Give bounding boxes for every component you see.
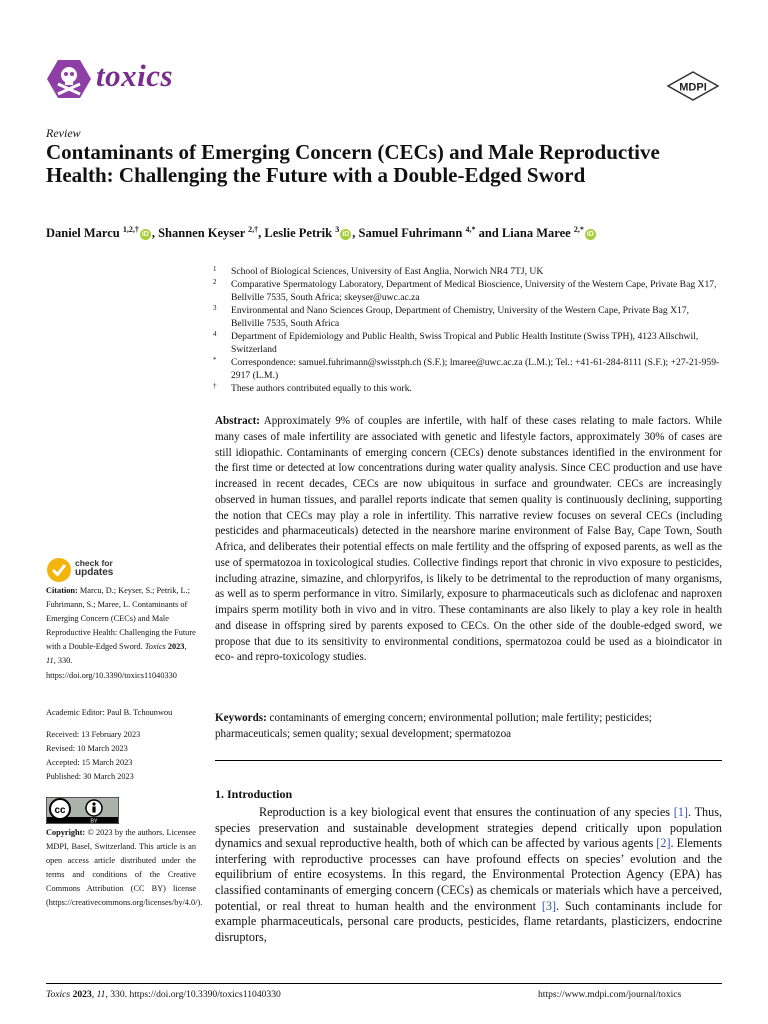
affiliation-text: School of Biological Sciences, University of East Anglia, Norwich NR4 7TJ, UK (231, 266, 544, 277)
accepted-date: Accepted: 15 March 2023 (46, 758, 133, 768)
footer-year: 2023 (72, 989, 92, 1000)
affiliation-item (213, 356, 723, 382)
keywords-text: contaminants of emerging concern; environmental pollution; male fertility; pesticides; pharmaceuticals; semen quality; sexual development; spermatozoa (215, 712, 652, 740)
author-name: Liana Maree (501, 226, 574, 241)
affiliation-text: Environmental and Nano Sciences Group, Department of Chemistry, University of the Western Cape, Private Bag X17, Bellville 7535, South Africa (231, 305, 690, 329)
affiliation-item (213, 330, 723, 356)
affiliation-number: 1 (213, 265, 217, 273)
article-title: Contaminants of Emerging Concern (CECs) and Male Reproductive Health: Challenging the Future with a Double-Edged Sword (46, 140, 660, 187)
section-heading: 1. Introduction (215, 787, 293, 801)
cc-by-license-icon[interactable] (46, 797, 119, 824)
abstract-label: Abstract: (215, 415, 260, 427)
orcid-icon[interactable]: iD (141, 230, 149, 238)
published-date: Published: 30 March 2023 (46, 772, 134, 782)
section-divider (215, 760, 722, 761)
citation-year: 2023 (167, 642, 185, 652)
updates-label: updates (75, 567, 114, 578)
affiliation-text: Comparative Spermatology Laboratory, Department of Medical Bioscience, University of the Western Cape, Private Bag X17, Bellville 7535, South Africa; skeyser@uwc.ac.za (231, 279, 717, 303)
citation-link[interactable]: [2] (656, 836, 671, 851)
revised-date: Revised: 10 March 2023 (46, 744, 128, 754)
citation-text: Marcu, D.; Keyser, S.; Petrik, L.; Fuhrimann, S.; Maree, L. Contaminants of Emerging Concern (CECs) and Male Reproductive Health: Challenging the Future with a Double-Edged Sword. (46, 586, 196, 652)
author-separator: , (258, 226, 265, 241)
toxics-logo-icon (46, 58, 92, 100)
citation-label: Citation: (46, 586, 78, 595)
affiliation-text: Correspondence: samuel.fuhrimann@swisstph.ch (S.F.); lmaree@uwc.ac.za (L.M.); Tel.: +41-61-284-8111 (S.F.); +27-21-959-2917 (L.M.) (231, 357, 720, 381)
keywords (215, 711, 722, 743)
intro-text-segment: . Such contaminants include for example pharmaceuticals, personal care products, pesticides, flame retardants, plasticizers, endocrine disruptors, (215, 898, 722, 944)
footer-divider (46, 983, 722, 984)
cc-by-label: BY (90, 818, 98, 824)
affiliation-item (213, 278, 723, 304)
copyright-label: Copyright: (46, 828, 86, 837)
journal-url-link[interactable]: https://www.mdpi.com/journal/toxics (538, 989, 682, 1000)
article-type: Review (46, 126, 81, 140)
author-list (46, 225, 597, 241)
journal-name: toxics (96, 58, 174, 93)
citation-journal: Toxics (144, 642, 166, 652)
author-name: Daniel Marcu (46, 226, 123, 241)
author-affiliation-marker: 4,* (465, 225, 476, 234)
author-separator: , (352, 226, 359, 241)
affiliation-number: † (213, 382, 217, 390)
citation-doi[interactable]: , 330. https://doi.org/10.3390/toxics11040330 (46, 656, 177, 680)
intro-text-segment: . Elements interfering with reproductive processes can have profound effects on species’ evolution and the equilibrium of entire ecosystems. In this regard, the Environmental Protection Agency (EPA) has classified contaminants of emerging concern (CECs) as chemicals or materials which have a perceived, potential, or real threat to human health and the environment (215, 836, 723, 913)
citation-link[interactable]: [3] (541, 898, 557, 913)
footer-journal: Toxics (46, 989, 71, 1000)
footer-doi[interactable]: , 330. https://doi.org/10.3390/toxics11040330 (105, 989, 281, 1000)
affiliation-text: Department of Epidemiology and Public Health, Swiss Tropical and Public Health Institute (Swiss TPH), 4123 Allschwil, Switzerland (231, 331, 699, 355)
author-separator: , (151, 226, 159, 241)
check-for-label: check for (75, 558, 113, 568)
author-affiliation-marker: 1,2,† (122, 225, 139, 234)
citation-link[interactable]: [1] (673, 805, 688, 819)
copyright-block (46, 826, 203, 911)
affiliation-number: 3 (213, 304, 217, 312)
keywords-label: Keywords: (215, 712, 267, 724)
intro-text (215, 805, 722, 945)
publisher-name: MDPI (679, 81, 707, 94)
author-affiliation-marker: 2,* (573, 225, 584, 234)
intro-text-segment: Reproduction is a key biological event that ensures the continuation of any species (259, 805, 674, 819)
affiliation-number: 4 (213, 330, 217, 338)
footer-citation: Toxics 2023, 11, 330. https://doi.org/10.3390/toxics11040330 (46, 989, 281, 1000)
abstract (215, 414, 722, 666)
intro-text-segment: . Thus, species preservation and sustainable development strategies depend critically upon population dynamics and sexual reproductive health, both of which can be affected by various agents (215, 805, 722, 851)
citation-volume: 11 (46, 656, 54, 666)
affiliation-item (213, 265, 723, 278)
orcid-icon[interactable]: iD (586, 230, 594, 238)
footer-volume: 11 (96, 989, 106, 1000)
check-for-updates-button[interactable] (46, 557, 136, 583)
publication-dates (46, 728, 196, 784)
affiliations (213, 265, 723, 395)
academic-editor: Academic Editor: Paul B. Tchounwou (46, 708, 173, 717)
author-name: Shannen Keyser (158, 226, 249, 241)
received-date: Received: 13 February 2023 (46, 730, 141, 739)
affiliation-text: These authors contributed equally to this work. (231, 383, 412, 394)
affiliation-number: 2 (213, 278, 217, 286)
orcid-icon[interactable]: iD (342, 230, 350, 238)
abstract-text: Approximately 9% of couples are infertile, with half of these cases relating to male factors. While many cases of male infertility are associated with genetic and lifestyle factors, approximately 30% of cases are still idiopathic. Contaminants of emerging concern (CECs) denote substances identified in the environment for the first time or detected at low concentrations during water quality analysis. Since CEC production and use have increased in recent decades, CECs are now ubiquitous in surface and groundwater. CECs are increasingly observed in human tissues, and parallel reports indicate that semen quality is continuously declining, supporting the notion that CECs may play a role in infertility. This narrative review focuses on several CECs (including pesticides and pharmaceuticals) detected in the nearshore marine environment of False Bay, Cape Town, South Africa, and deliberates their potential effects on male fertility and the offspring of exposed parents, as well as the use of spermatozoa in toxicological studies. Collective findings report that chronic in vivo exposure to pesticides, including atrazine, simazine, and chlorpyrifos, is likely to be detrimental to the reproduction of many organisms, as well as to sperm performance in vitro. Similarly, exposure to pharmaceuticals such as diclofenac and naproxen impairs sperm motility both in vivo and in vitro. These contaminants are also likely to play a key role in health and disease in offspring sired by parents exposed to CECs. On the other side of the double-edged sword, we propose that due to its sensitivity to environmental conditions, spermatozoa could be used as a bioindicator in eco- and repro-toxicology studies. (215, 415, 722, 664)
citation-block: Citation: Marcu, D.; Keyser, S.; Petrik, L.; Fuhrimann, S.; Maree, L. Contaminants of Emerging Concern (CECs) and Male Reproductive Health: Challenging the Future with a Double-Edged Sword. Toxics 2023, 11, 330. https://doi.org/10.3390/toxics11040330 (46, 586, 196, 680)
author-name: Leslie Petrik (264, 226, 336, 241)
author-separator: and (475, 226, 502, 241)
mdpi-logo-icon (666, 71, 720, 101)
author-affiliation-marker: 2,† (248, 225, 259, 234)
author-name: Samuel Fuhrimann (358, 226, 466, 241)
affiliation-item (213, 304, 723, 330)
svg-text:cc: cc (54, 805, 66, 816)
copyright-text: © 2023 by the authors. Licensee MDPI, Basel, Switzerland. This article is an open access article distributed under the terms and conditions of the Creative Commons Attribution (CC BY) license (https://creativecommons.org/licenses/by/4.0/). (46, 828, 203, 908)
affiliation-number: * (213, 356, 217, 364)
affiliation-item (213, 382, 723, 395)
author-affiliation-marker: 3 (335, 225, 340, 234)
